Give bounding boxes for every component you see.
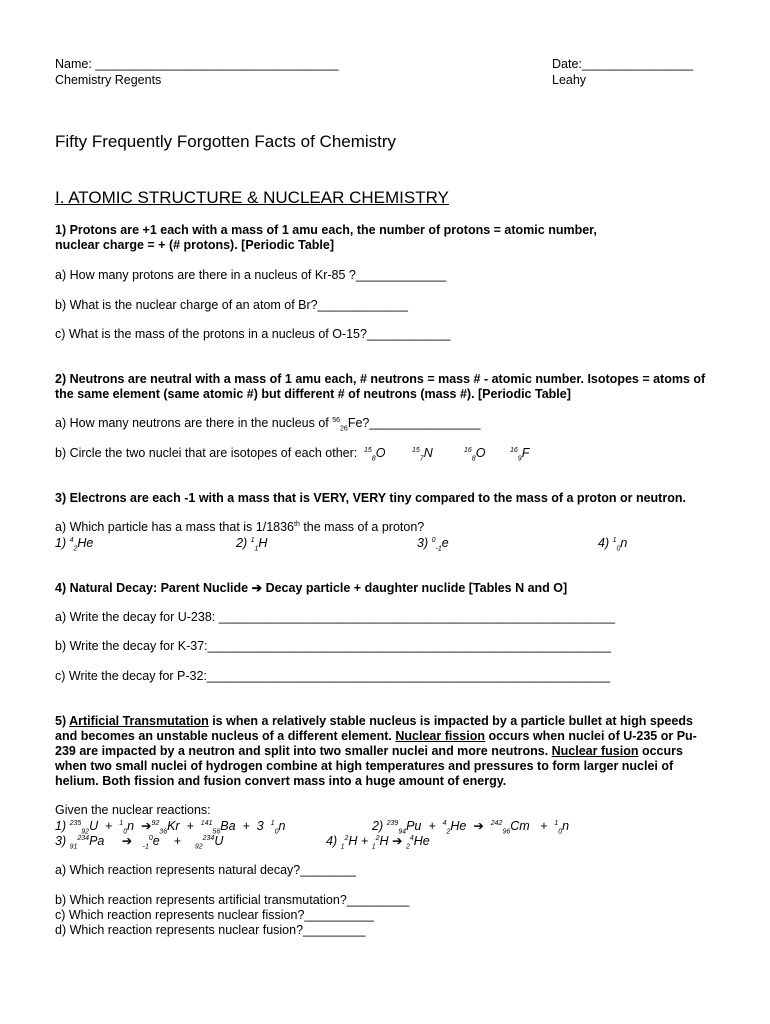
- q5-number: 5): [55, 714, 70, 728]
- isotope-option: [412, 446, 433, 463]
- q2-part-a: [55, 416, 481, 433]
- isotope-option: [364, 446, 386, 463]
- choice-symbol: He: [77, 536, 94, 550]
- q1-statement-line2: nuclear charge = + (# protons). [Periodic Table]: [55, 238, 335, 252]
- choice-symbol: H: [258, 536, 268, 550]
- q1-part-b: b) What is the nuclear charge of an atom of Br?_____________: [55, 298, 409, 312]
- choice-symbol: e: [441, 536, 449, 550]
- reaction-4: 4) $_1^2$H + $_1^2$H ➔ $_2^4$He: [326, 834, 430, 851]
- given-label: Given the nuclear reactions:: [55, 803, 211, 817]
- date-field: Date:________________: [552, 57, 694, 71]
- q2-statement-line1: 2) Neutrons are neutral with a mass of 1 amu each, # neutrons = mass # - atomic number. Isotopes = atoms of: [55, 372, 706, 386]
- q2-part-b: b) Circle the two nuclei that are isotopes of each other:: [55, 446, 358, 460]
- reaction-3: 3) $_{91}^{234}$Pa ➔ $_{-1}^0$e + $_{92}^{234}$U: [55, 834, 224, 851]
- q3-a-text-end: the mass of a proton?: [299, 520, 425, 534]
- iso-mass: 16: [464, 446, 472, 454]
- course-label: Chemistry Regents: [55, 73, 162, 87]
- iso-num: 7: [419, 455, 424, 463]
- q5-text: is when a relatively stable nucleus is impacted by a particle bullet at high speeds and becomes an unstable nucleus of a different element.: [55, 714, 693, 743]
- q3-a-text: a) Which particle has a mass that is 1/1836: [55, 520, 295, 534]
- q2-a-atomic-number: 26: [340, 425, 348, 433]
- choice-number: 2): [236, 536, 251, 550]
- q3-choice: [598, 536, 628, 553]
- q4-statement: [55, 580, 567, 595]
- iso-symbol: F: [521, 446, 530, 460]
- q2-a-mass: 56: [332, 416, 341, 424]
- term-artificial-transmutation: Artificial Transmutation: [69, 714, 209, 728]
- name-field: Name: ___________________________________: [55, 57, 339, 71]
- q5-part-a: a) Which reaction represents natural decay?________: [55, 863, 356, 877]
- q3-choice: [236, 536, 268, 553]
- choice-num: -1: [435, 545, 442, 553]
- choice-num: 2: [73, 545, 78, 553]
- choice-mass: 4: [69, 536, 74, 544]
- iso-mass: 15: [364, 446, 372, 454]
- q4-part-a: a) Write the decay for U-238: _________________________________________________________: [55, 610, 615, 624]
- q1-part-a: a) How many protons are there in a nucleus of Kr-85 ?_____________: [55, 268, 447, 282]
- iso-symbol: O: [475, 446, 486, 460]
- q3-choice: [55, 536, 94, 553]
- q2-a-text-end: Fe?________________: [347, 416, 481, 430]
- choice-number: 4): [598, 536, 613, 550]
- q5-text: occurs when two small nuclei of hydrogen combine at high temperatures and pressures to form larger nuclei of helium. Both fission and fusion convert mass into a huge amount of energy.: [55, 744, 683, 788]
- choice-num: 1: [254, 545, 259, 553]
- choice-num: 0: [616, 545, 621, 553]
- reaction-2: 2) $^{239}_{94}$Pu + $^4_2$He ➔ $^{242}_{96}$Cm + $^1_0$n: [372, 819, 570, 836]
- page-title: Fifty Frequently Forgotten Facts of Chemistry: [55, 132, 397, 151]
- choice-mass: 1: [612, 536, 617, 544]
- isotope-option: [464, 446, 486, 463]
- q1-part-c: c) What is the mass of the protons in a nucleus of O-15?____________: [55, 327, 451, 341]
- reaction-1: 1) $^{235}_{92}$U + $^1_0$n ➔$^{92}_{36}$Kr + $^{141}_{56}$Ba + 3 $^1_0$n: [55, 819, 286, 836]
- q5-part-b: b) Which reaction represents artificial transmutation?_________: [55, 893, 410, 907]
- choice-mass: 0: [431, 536, 436, 544]
- choice-number: 1): [55, 536, 70, 550]
- q4-text: 4) Natural Decay: Parent Nuclide: [55, 581, 252, 595]
- iso-num: 9: [517, 455, 522, 463]
- q3-a-sup: th: [294, 520, 300, 528]
- q4-part-c: c) Write the decay for P-32:__________________________________________________________: [55, 669, 611, 683]
- q5-part-c: c) Which reaction represents nuclear fission?__________: [55, 908, 374, 922]
- iso-symbol: N: [423, 446, 433, 460]
- choice-symbol: n: [620, 536, 628, 550]
- q4-text-end: Decay particle + daughter nuclide [Tables N and O]: [262, 581, 568, 595]
- iso-symbol: O: [375, 446, 386, 460]
- q5-text: occurs when nuclei of U-235 or Pu-239 are impacted by a neutron and split into two smaller nuclei and more neutrons.: [55, 729, 697, 758]
- q3-part-a: [55, 520, 424, 534]
- teacher-label: Leahy: [552, 73, 587, 87]
- term-nuclear-fusion: Nuclear fusion: [551, 744, 639, 758]
- q3-choice: [417, 536, 449, 553]
- q2-a-text: a) How many neutrons are there in the nucleus of: [55, 416, 333, 430]
- isotope-option: [510, 446, 530, 463]
- iso-mass: 15: [412, 446, 420, 454]
- section-title: I. ATOMIC STRUCTURE & NUCLEAR CHEMISTRY: [55, 188, 449, 207]
- term-nuclear-fission: Nuclear fission: [395, 729, 485, 743]
- iso-num: 8: [371, 455, 376, 463]
- q1-statement-line1: 1) Protons are +1 each with a mass of 1 amu each, the number of protons = atomic number,: [55, 223, 597, 237]
- q5-statement: [55, 714, 715, 789]
- choice-number: 3): [417, 536, 432, 550]
- choice-mass: 1: [250, 536, 255, 544]
- iso-mass: 16: [510, 446, 518, 454]
- q2-statement-line2: the same element (same atomic #) but different # of neutrons (mass #). [Periodic Table]: [55, 387, 571, 401]
- iso-num: 8: [471, 455, 476, 463]
- q5-part-d: d) Which reaction represents nuclear fusion?_________: [55, 923, 366, 937]
- q3-statement: 3) Electrons are each -1 with a mass that is VERY, VERY tiny compared to the mass of a proton or neutron.: [55, 491, 686, 505]
- arrow-icon: ➔: [251, 581, 263, 595]
- q4-part-b: b) Write the decay for K-37:__________________________________________________________: [55, 639, 611, 653]
